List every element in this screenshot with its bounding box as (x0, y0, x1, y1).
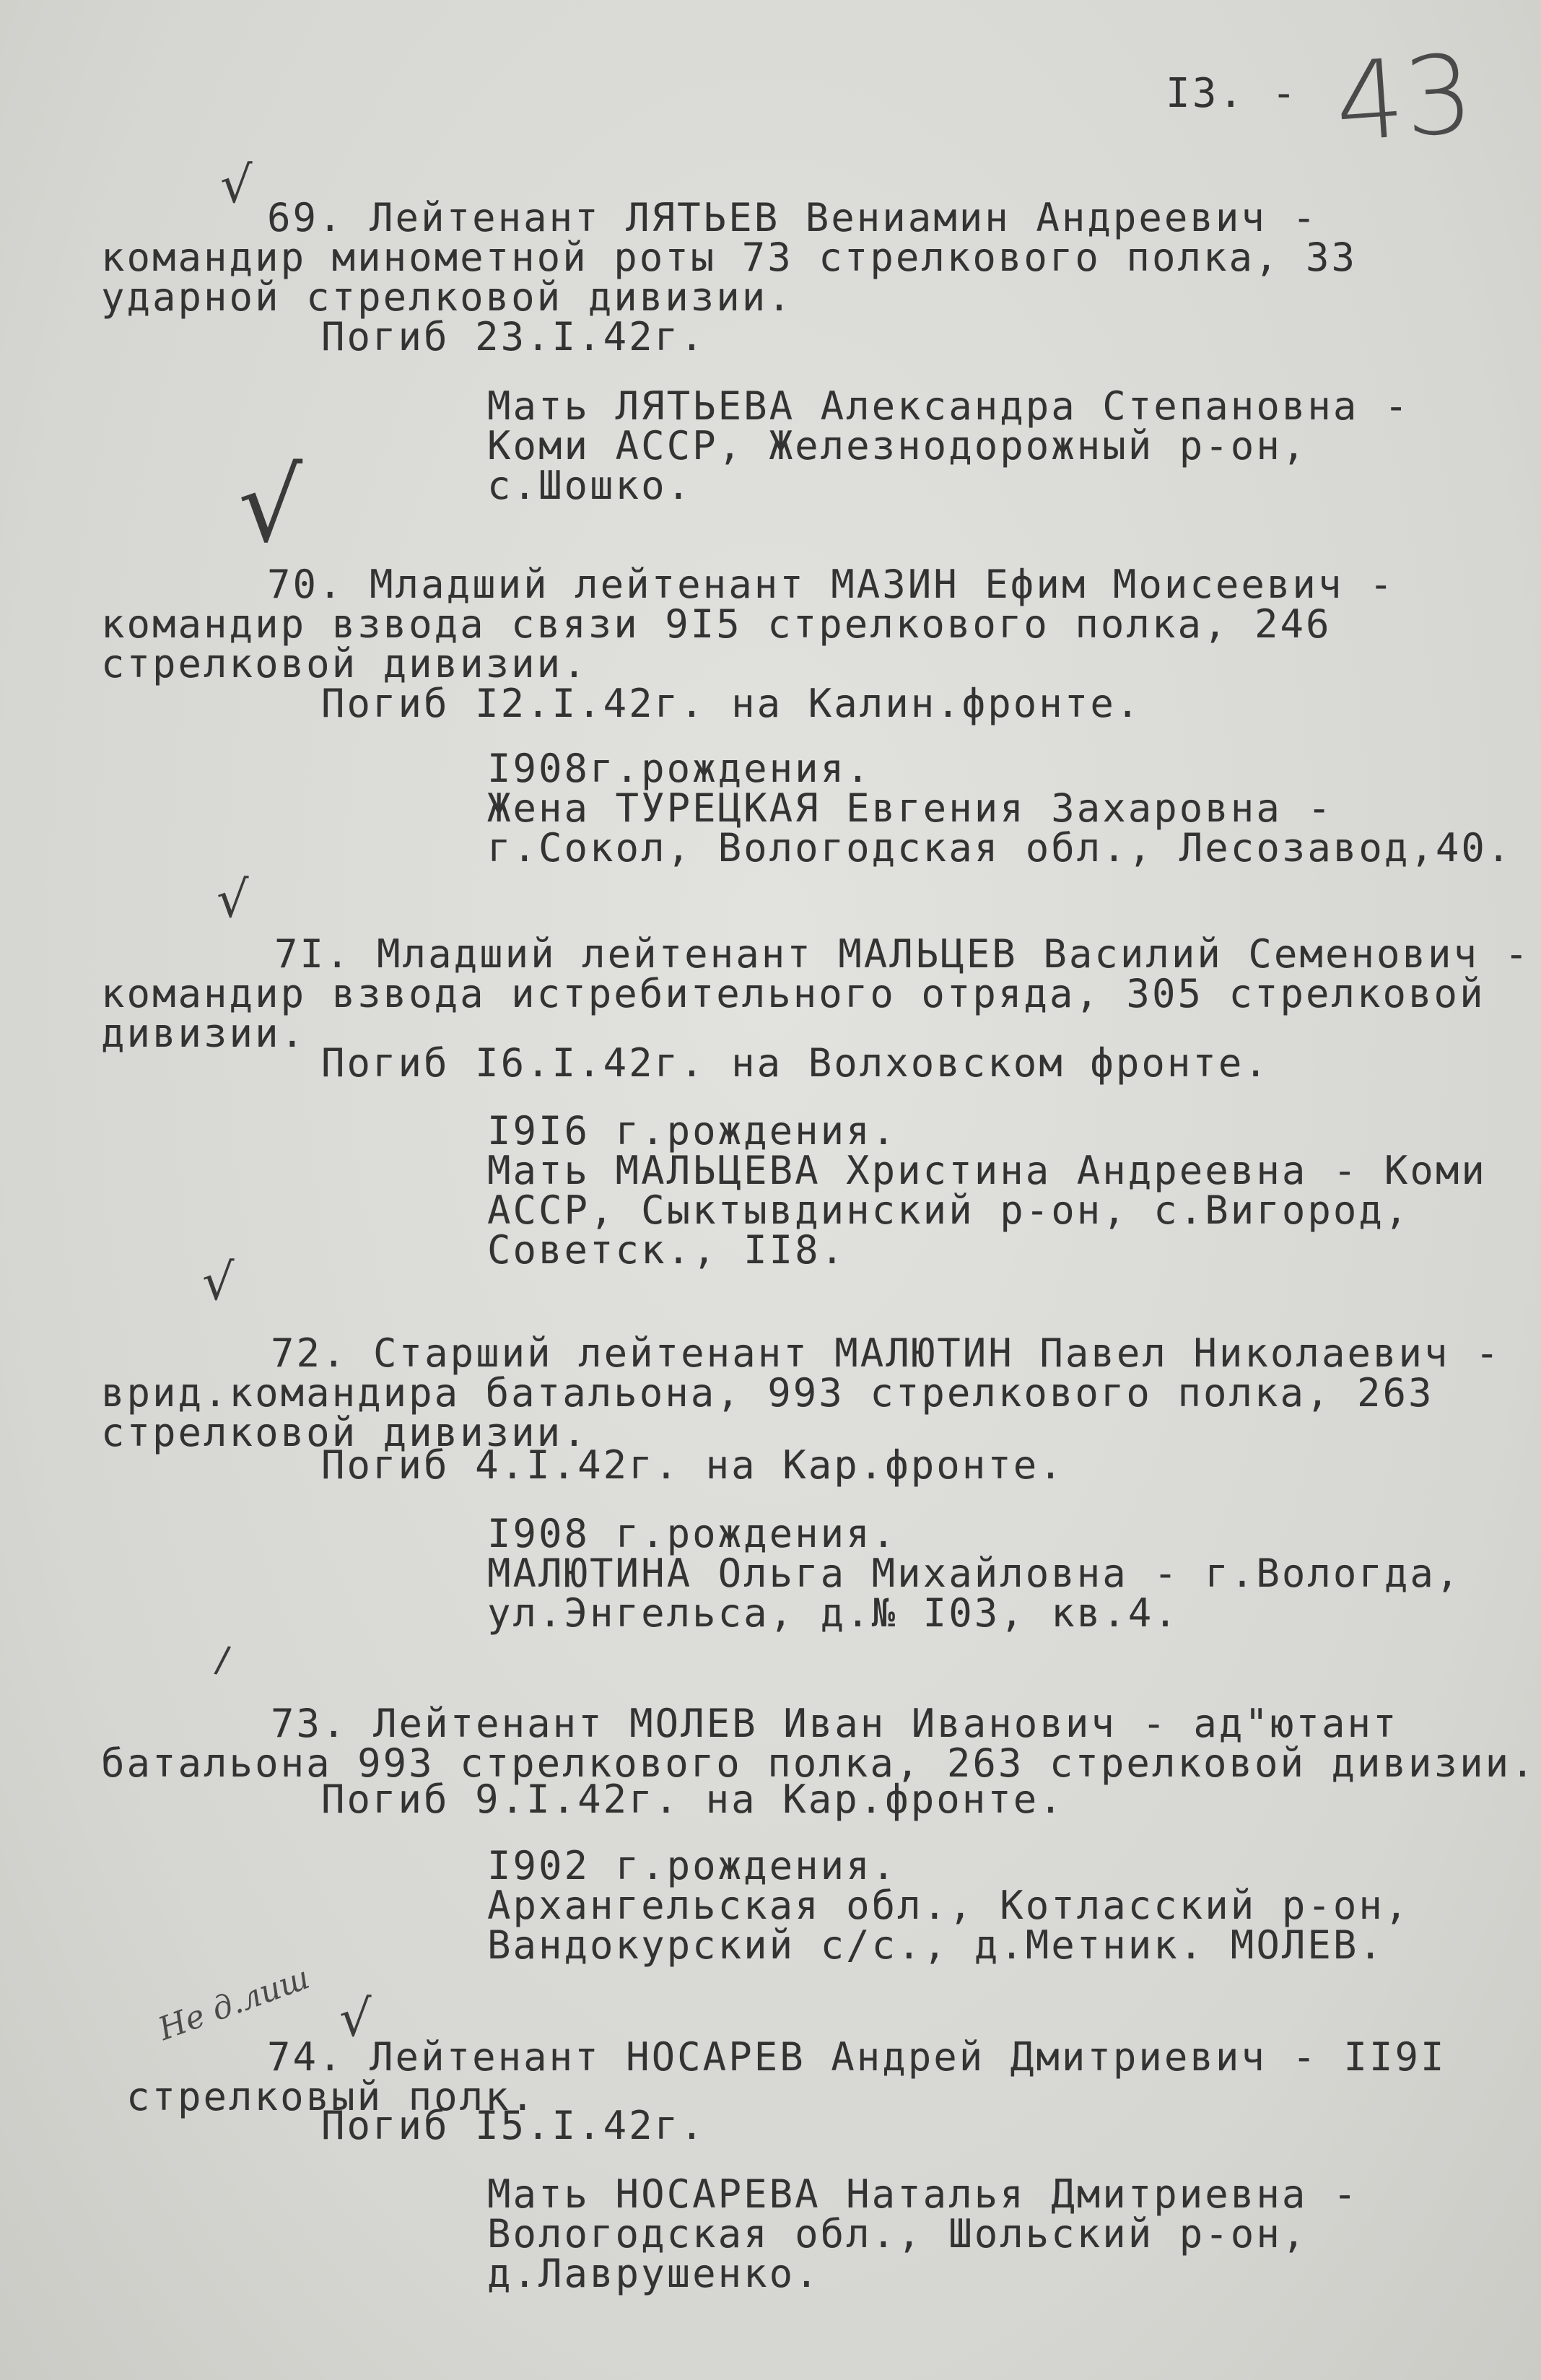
checkmark-70: √ (238, 448, 303, 565)
entry-71-line-3: дивизии. (101, 1011, 307, 1056)
entry-72-line-3: стрелковой дивизии. (101, 1410, 588, 1455)
entry-71-line-1: 7I. Младший лейтенант МАЛЬЦЕВ Василий Семенович - (274, 931, 1531, 977)
entry-71-relative-4: Советск., II8. (487, 1227, 847, 1273)
entry-71-relative-3: АССР, Сыктывдинский р-он, с.Вигород, (487, 1187, 1410, 1233)
entry-73-line-1: 73. Лейтенант МОЛЕВ Иван Иванович - ад"ютант (271, 1701, 1399, 1746)
entry-69-line-1: 69. Лейтенант ЛЯТЬЕВ Вениамин Андреевич - (267, 195, 1318, 240)
entry-74-death: Погиб I5.I.42г. (321, 2103, 706, 2148)
checkmark-72: √ (202, 1252, 235, 1312)
entry-72-relative-2: МАЛЮТИНА Ольга Михайловна - г.Вологда, (487, 1551, 1462, 1596)
entry-70-line-1: 70. Младший лейтенант МАЗИН Ефим Моисеевич - (267, 562, 1395, 607)
entry-69-relative-3: с.Шошко. (487, 463, 693, 508)
handwritten-note: Не д.лиш (153, 1959, 315, 2048)
entry-73-relative-3: Вандокурский с/с., д.Метник. МОЛЕВ. (487, 1922, 1384, 1968)
entry-74-relative-2: Вологодская обл., Шольский р-он, (487, 2211, 1308, 2257)
entry-70-relative-1: I908г.рождения. (487, 746, 872, 791)
entry-71-relative-2: Мать МАЛЬЦЕВА Христина Андреевна - Коми (487, 1148, 1487, 1193)
entry-73-relative-1: I902 г.рождения. (487, 1843, 898, 1888)
entry-70-relative-3: г.Сокол, Вологодская обл., Лесозавод,40. (487, 825, 1513, 871)
entry-72-line-2: врид.командира батальона, 993 стрелкового полка, 263 (101, 1370, 1434, 1416)
entry-70-death: Погиб I2.I.42г. на Калин.фронте. (321, 681, 1142, 726)
checkmark-69: √ (220, 155, 253, 214)
entry-74-relative-1: Мать НОСАРЕВА Наталья Дмитриевна - (487, 2171, 1359, 2217)
entry-69-relative-2: Коми АССР, Железнодорожный р-он, (487, 423, 1308, 468)
entry-69-line-2: командир минометной роты 73 стрелкового полка, 33 (101, 235, 1358, 280)
entry-72-relative-1: I908 г.рождения. (487, 1511, 898, 1556)
entry-69-relative-1: Мать ЛЯТЬЕВА Александра Степановна - (487, 383, 1410, 429)
entry-74-line-1: 74. Лейтенант НОСАРЕВ Андрей Дмитриевич - II9I (267, 2034, 1446, 2080)
entry-70-line-2: командир взвода связи 9I5 стрелкового полка, 246 (101, 601, 1332, 647)
checkmark-74: √ (339, 1989, 372, 2048)
entry-69-line-3: ударной стрелковой дивизии. (101, 274, 793, 320)
entry-70-relative-2: Жена ТУРЕЦКАЯ Евгения Захаровна - (487, 785, 1333, 831)
archive-number-handwritten: 43 (1331, 31, 1477, 167)
entry-72-line-1: 72. Старший лейтенант МАЛЮТИН Павел Николаевич - (271, 1330, 1501, 1376)
entry-72-death: Погиб 4.I.42г. на Кар.фронте. (321, 1442, 1065, 1488)
entry-73-line-2: батальона 993 стрелкового полка, 263 стрелковой дивизии. (101, 1740, 1537, 1786)
entry-71-line-2: командир взвода истребительного отряда, 305 стрелковой (101, 971, 1485, 1016)
checkmark-71: √ (217, 870, 249, 929)
entry-72-relative-3: ул.Энгельса, д.№ I03, кв.4. (487, 1590, 1179, 1636)
entry-73-relative-2: Архангельская обл., Котласский р-он, (487, 1883, 1410, 1928)
entry-74-line-2: стрелковый полк. (126, 2074, 537, 2119)
entry-71-relative-1: I9I6 г.рождения. (487, 1108, 898, 1154)
entry-73-death: Погиб 9.I.42г. на Кар.фронте. (321, 1777, 1065, 1822)
entry-74-relative-3: д.Лаврушенко. (487, 2251, 821, 2296)
entry-69-death: Погиб 23.I.42г. (321, 314, 706, 359)
entry-71-death: Погиб I6.I.42г. на Волховском фронте. (321, 1040, 1270, 1086)
page-number: I3. - (1166, 70, 1298, 117)
checkmark-73: / (213, 1637, 232, 1682)
entry-70-line-3: стрелковой дивизии. (101, 641, 588, 686)
